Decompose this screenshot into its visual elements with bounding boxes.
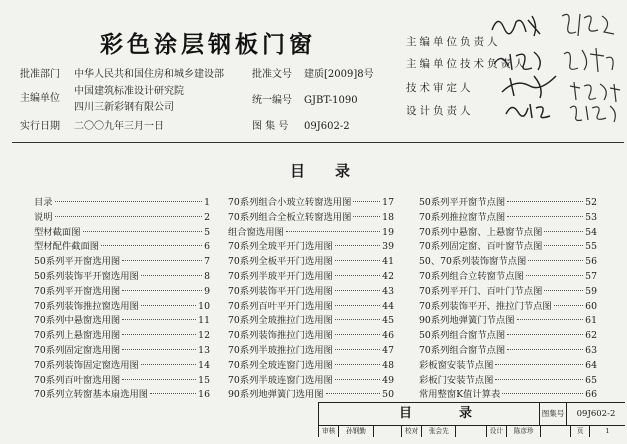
toc-leader-dots: [526, 275, 583, 276]
toc-entry-title: 目录: [34, 197, 53, 208]
toc-entry-page: 15: [198, 374, 210, 386]
strip-cell: [374, 426, 402, 437]
toc-leader-dots: [528, 260, 583, 261]
toc-entry-title: 70系列全玻连窗门选用图: [228, 359, 333, 371]
toc-leader-dots: [502, 393, 583, 394]
toc-entry-title: 70系列装饰推拉门选用图: [228, 330, 333, 342]
toc-entry-page: 43: [382, 285, 394, 297]
toc-entry: [34, 357, 210, 372]
toc-entry: [419, 224, 597, 239]
toc-entry-title: 50、70系列装饰窗节点图: [419, 256, 527, 268]
toc-leader-dots: [83, 231, 203, 232]
toc-entry-page: 39: [382, 241, 394, 253]
toc-entry-page: 53: [585, 211, 597, 223]
toc-entry: [228, 372, 394, 387]
toc-entry: [34, 372, 210, 387]
toc-entry-page: 17: [382, 197, 394, 208]
toc-leader-dots: [335, 349, 380, 350]
toc-leader-dots: [141, 364, 196, 365]
toc-leader-dots: [335, 245, 380, 246]
toc-entry-page: 12: [198, 330, 210, 342]
toc-entry: [228, 238, 394, 253]
toc-entry-page: 16: [198, 389, 210, 401]
toc-entry-title: 组合窗选用图: [228, 226, 284, 238]
toc-entry-title: 70系列装饰平开门选用图: [228, 285, 333, 297]
toc-entry: [34, 253, 210, 268]
toc-entry-page: 55: [585, 241, 597, 253]
toc-entry-title: 70系列装饰固定窗选用图: [34, 359, 139, 371]
toc-leader-dots: [141, 305, 196, 306]
signature-strip: [319, 426, 625, 437]
toc-entry-page: 6: [204, 241, 210, 253]
toc-leader-dots: [335, 379, 380, 380]
strip-cell: [541, 426, 571, 437]
toc-entry-title: 70系列立转窗基本扇选用图: [34, 389, 149, 401]
toc-leader-dots: [495, 364, 583, 365]
toc-entry: [228, 386, 394, 401]
toc-leader-dots: [544, 290, 583, 291]
approval-no-label: 批准文号: [252, 69, 292, 80]
toc-leader-dots: [122, 334, 196, 335]
toc-entry-title: 70系列全玻推拉门选用图: [228, 315, 333, 327]
toc-entry-title: 常用整窗K值计算表: [419, 389, 501, 401]
toc-entry-title: 70系列中悬窗、上悬窗节点图: [419, 226, 543, 238]
toc-entry-title: 说明: [34, 211, 53, 223]
toc-entry-title: 70系列中悬窗选用图: [34, 315, 121, 327]
toc-leader-dots: [544, 231, 583, 232]
approve-dept-value: 中华人民共和国住房和城乡建设部: [74, 69, 224, 80]
toc-entry-page: 46: [382, 330, 394, 342]
toc-entry: [419, 209, 597, 224]
toc-entry: [34, 312, 210, 327]
toc-entry-page: 14: [198, 359, 210, 371]
signature-1: [488, 10, 544, 40]
toc-entry: [419, 386, 597, 401]
toc-entry-title: 50系列组合窗节点图: [419, 330, 506, 342]
document-title: 彩色涂层钢板门窗: [100, 32, 316, 58]
strip-cell: 孙钢勤: [339, 426, 373, 437]
toc-entry: [419, 283, 597, 298]
strip-cell: 1: [605, 427, 610, 435]
title-block-atlas-label: 图集号: [540, 403, 567, 426]
toc-entry-title: 70系列平开窗选用图: [34, 285, 121, 297]
toc-entry-title: 彩板门安装节点图: [419, 374, 494, 386]
toc-entry: [419, 357, 597, 372]
toc-leader-dots: [55, 201, 202, 202]
toc-entry-page: 1: [204, 197, 210, 208]
toc-entry-page: 65: [585, 374, 597, 386]
toc-entry-page: 50: [382, 389, 394, 401]
toc-entry: [419, 342, 597, 357]
toc-entry-title: 90系列地弹簧门节点图: [419, 315, 515, 327]
toc-leader-dots: [335, 319, 380, 320]
toc-entry: [419, 372, 597, 387]
toc-entry-title: 70系列组合窗节点图: [419, 344, 506, 356]
toc-entry: [419, 312, 597, 327]
toc-leader-dots: [353, 201, 380, 202]
toc-leader-dots: [335, 364, 380, 365]
approve-dept-label: 批准部门: [20, 69, 60, 80]
toc-column-2: [228, 194, 394, 401]
toc-leader-dots: [150, 393, 196, 394]
toc-entry-page: 62: [585, 330, 597, 342]
toc-leader-dots: [554, 305, 583, 306]
title-block-word-2: 录: [459, 406, 473, 421]
toc-entry: [228, 194, 394, 209]
toc-entry-page: 42: [382, 270, 394, 282]
toc-entry-page: 13: [198, 344, 210, 356]
toc-leader-dots: [507, 216, 583, 217]
toc-entry: [419, 268, 597, 283]
chief-unit-value-1: 中国建筑标准设计研究院: [74, 86, 184, 97]
strip-cell: 页: [571, 426, 590, 437]
toc-leader-dots: [517, 319, 584, 320]
toc-entry-title: 70系列百叶窗选用图: [34, 374, 121, 386]
toc-entry-page: 9: [204, 285, 210, 297]
toc-entry: [34, 298, 210, 313]
approval-no-value: 建质[2009]8号: [304, 69, 374, 80]
toc-entry: [419, 253, 597, 268]
resp-chief-unit: 主编单位负责人: [406, 36, 501, 48]
toc-entry-page: 57: [585, 270, 597, 282]
toc-leader-dots: [495, 379, 583, 380]
toc-entry: [419, 194, 597, 209]
toc-entry-page: 60: [585, 300, 597, 312]
strip-cell: 设计: [487, 426, 507, 437]
title-block: [318, 402, 625, 437]
toc-leader-dots: [326, 393, 381, 394]
toc-entry-page: 49: [382, 374, 394, 386]
toc-entry-page: 18: [382, 211, 394, 223]
toc-leader-dots: [507, 201, 583, 202]
toc-entry: [228, 342, 394, 357]
resp-chief-tech: 主编单位技术负责人: [406, 58, 528, 70]
toc-entry: [34, 268, 210, 283]
toc-entry-page: 7: [204, 256, 210, 268]
toc-column-3: [419, 194, 597, 401]
toc-entry-title: 70系列装饰推拉窗选用图: [34, 300, 139, 312]
toc-entry: [34, 386, 210, 401]
toc-entry-page: 10: [198, 300, 210, 312]
toc-leader-dots: [122, 379, 196, 380]
toc-entry: [34, 327, 210, 342]
resp-design-lead: 设计负责人: [406, 105, 474, 117]
toc-entry-page: 2: [204, 211, 210, 223]
toc-entry-page: 59: [585, 285, 597, 297]
toc-entry-page: 54: [585, 226, 597, 238]
toc-entry: [34, 224, 210, 239]
toc-entry-title: 70系列推拉窗节点图: [419, 211, 506, 223]
toc-leader-dots: [544, 245, 583, 246]
toc-leader-dots: [507, 349, 583, 350]
contents-heading: 目 录: [290, 162, 351, 180]
unified-no-value: GJBT-1090: [304, 95, 358, 106]
toc-leader-dots: [55, 216, 202, 217]
toc-entry-page: 52: [585, 197, 597, 208]
toc-entry-page: 48: [382, 359, 394, 371]
toc-entry-page: 45: [382, 315, 394, 327]
toc-entry: [34, 209, 210, 224]
toc-entry-page: 64: [585, 359, 597, 371]
unified-no-label: 统一编号: [252, 95, 292, 106]
toc-entry-title: 70系列组合全板立转窗选用图: [228, 211, 352, 223]
signature-2: [558, 8, 618, 40]
chief-unit-value-2: 四川三新彩钢有限公司: [74, 102, 174, 113]
toc-entry-title: 70系列固定窗、百叶窗节点图: [419, 241, 543, 253]
toc-entry: [228, 357, 394, 372]
toc-entry-page: 56: [585, 256, 597, 268]
toc-entry-title: 彩板窗安装节点图: [419, 359, 494, 371]
toc-leader-dots: [335, 275, 380, 276]
toc-leader-dots: [507, 334, 583, 335]
toc-entry-page: 47: [382, 344, 394, 356]
toc-entry-title: 70系列装饰平开、推拉门节点图: [419, 300, 552, 312]
signature-4: [560, 44, 620, 74]
toc-entry-title: 70系列组合立转窗节点图: [419, 270, 524, 282]
effective-date-label: 实行日期: [20, 121, 60, 132]
toc-leader-dots: [335, 305, 380, 306]
toc-entry-title: 50系列平开窗节点图: [419, 197, 506, 208]
toc-entry-title: 70系列百叶平开门选用图: [228, 300, 333, 312]
toc-entry-title: 70系列全玻平开门选用图: [228, 241, 333, 253]
toc-entry-page: 11: [198, 315, 210, 327]
strip-cell: 张会先: [422, 426, 456, 437]
toc-entry: [228, 268, 394, 283]
signature-7: [502, 98, 554, 122]
title-block-atlas-value: 09J602-2: [567, 403, 625, 426]
toc-entry: [228, 209, 394, 224]
toc-entry: [34, 238, 210, 253]
toc-entry-page: 8: [204, 270, 210, 282]
toc-leader-dots: [335, 290, 380, 291]
chief-unit-label: 主编单位: [20, 93, 60, 104]
strip-cell: 审核: [319, 426, 339, 437]
toc-entry-page: 19: [382, 226, 394, 238]
toc-leader-dots: [122, 349, 196, 350]
atlas-no-value: 09J602-2: [304, 121, 350, 132]
toc-entry: [228, 298, 394, 313]
toc-entry-title: 70系列半玻推拉门选用图: [228, 344, 333, 356]
toc-entry-title: 70系列上悬窗选用图: [34, 330, 121, 342]
atlas-no-label: 图 集 号: [252, 121, 289, 132]
toc-entry: [228, 253, 394, 268]
toc-leader-dots: [101, 245, 202, 246]
toc-entry-title: 型材截面图: [34, 226, 81, 238]
toc-entry-page: 63: [585, 344, 597, 356]
toc-leader-dots: [353, 216, 380, 217]
toc-entry-page: 66: [585, 389, 597, 401]
toc-entry-page: 61: [585, 315, 597, 327]
toc-entry: [228, 224, 394, 239]
toc-entry-title: 70系列组合小玻立转窗选用图: [228, 197, 352, 208]
resp-tech-review: 技术审定人: [406, 82, 474, 94]
toc-entry: [228, 327, 394, 342]
header-divider: [12, 142, 624, 143]
toc-entry-title: 70系列固定窗选用图: [34, 344, 121, 356]
toc-leader-dots: [141, 275, 202, 276]
toc-entry-title: 70系列全板平开门选用图: [228, 256, 333, 268]
toc-leader-dots: [286, 231, 380, 232]
toc-column-1: [34, 194, 210, 401]
toc-entry-title: 50系列平开窗选用图: [34, 256, 121, 268]
toc-leader-dots: [122, 290, 202, 291]
strip-cell: [456, 426, 486, 437]
signature-8: [566, 100, 622, 124]
toc-entry: [34, 283, 210, 298]
toc-leader-dots: [335, 334, 380, 335]
signature-5: [500, 70, 560, 100]
toc-entry: [34, 194, 210, 209]
title-block-word-1: 目: [399, 406, 413, 421]
toc-entry-title: 型材配件截面图: [34, 241, 100, 253]
toc-entry-page: 5: [204, 226, 210, 238]
toc-entry: [419, 238, 597, 253]
toc-entry: [419, 298, 597, 313]
toc-entry: [34, 342, 210, 357]
toc-entry-page: 44: [382, 300, 394, 312]
strip-cell: 陈彦珍: [507, 426, 541, 437]
effective-date-value: 二〇〇九年三月一日: [74, 121, 164, 132]
toc-entry-page: 41: [382, 256, 394, 268]
toc-leader-dots: [122, 260, 202, 261]
toc-leader-dots: [122, 319, 196, 320]
toc-entry: [228, 312, 394, 327]
toc-entry-title: 70系列半玻连窗门选用图: [228, 374, 333, 386]
toc-entry: [419, 327, 597, 342]
title-block-heading: [319, 403, 540, 426]
toc-leader-dots: [335, 260, 380, 261]
toc-entry: [228, 283, 394, 298]
strip-cell: 校对: [402, 426, 422, 437]
toc-entry-title: 70系列平开门、百叶门节点图: [419, 285, 543, 297]
toc-entry-title: 90系列地弹簧门选用图: [228, 389, 324, 401]
toc-entry-title: 70系列半玻平开门选用图: [228, 270, 333, 282]
toc-entry-title: 50系列装饰平开窗选用图: [34, 270, 139, 282]
